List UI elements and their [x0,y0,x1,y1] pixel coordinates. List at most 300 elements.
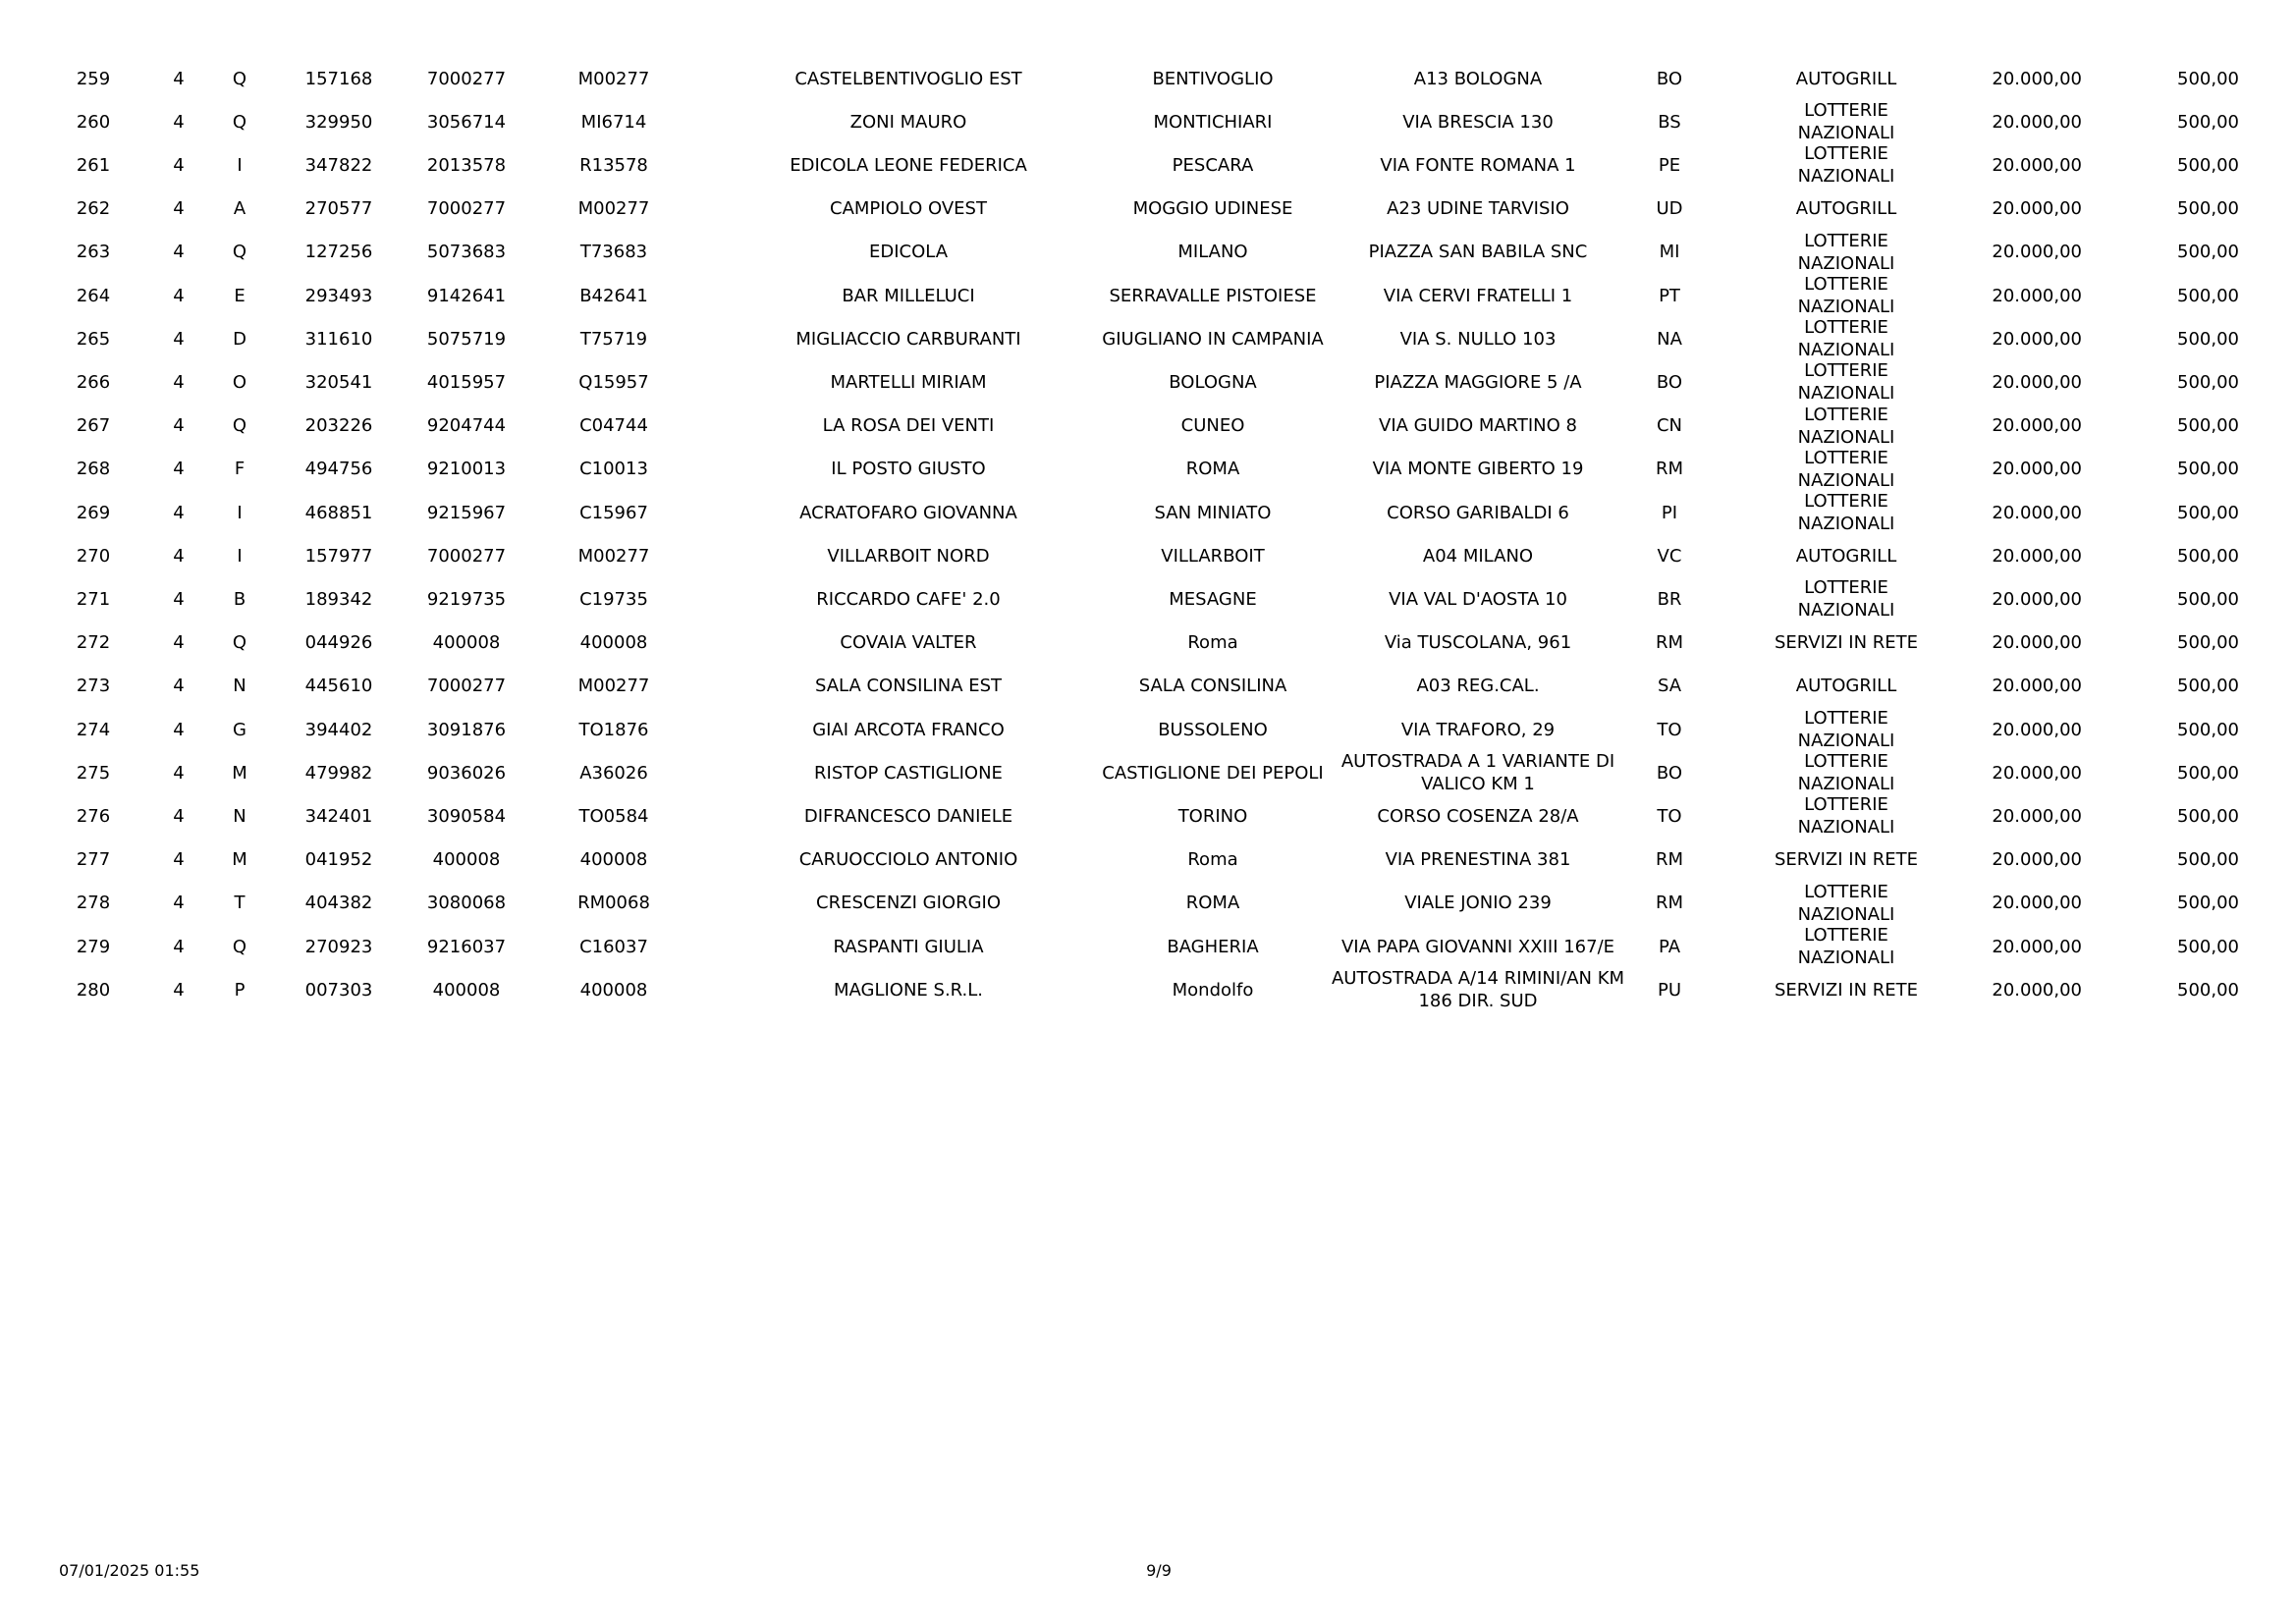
cell-code-3: MI6714 [580,111,647,133]
cell-group: 4 [173,936,185,957]
cell-address: AUTOSTRADA A 1 VARIANTE DI VALICO KM 1 [1340,751,1615,795]
cell-letter: O [232,371,247,393]
cell-code-1: 320541 [304,371,373,393]
cell-prize: 500,00 [2177,371,2239,393]
cell-amount: 20.000,00 [1992,198,2082,220]
cell-code-2: 9215967 [426,502,507,523]
cell-code-1: 293493 [304,285,373,306]
cell-province: PT [1659,285,1680,306]
cell-rank: 261 [76,154,111,176]
cell-group: 4 [173,328,185,350]
cell-province: NA [1657,328,1682,350]
table-row [59,839,2239,882]
cell-address: PIAZZA SAN BABILA SNC [1368,242,1588,263]
cell-prize: 500,00 [2177,111,2239,133]
table-row [59,188,2239,231]
cell-code-1: 007303 [304,979,373,1001]
cell-city: BENTIVOGLIO [1152,68,1274,89]
table-row [59,577,2239,622]
cell-code-3: M00277 [577,68,650,89]
cell-code-3: B42641 [579,285,648,306]
cell-amount: 20.000,00 [1992,242,2082,263]
cell-name: ZONI MAURO [849,111,967,133]
cell-letter: I [237,502,243,523]
cell-code-3: 400008 [579,632,648,654]
cell-amount: 20.000,00 [1992,154,2082,176]
cell-address: VIA TRAFORO, 29 [1400,719,1556,740]
cell-rank: 260 [76,111,111,133]
cell-channel: AUTOGRILL [1795,68,1897,89]
cell-address: VIA VAL D'AOSTA 10 [1389,588,1567,610]
cell-code-3: M00277 [577,545,650,567]
cell-channel: AUTOGRILL [1795,676,1897,697]
cell-prize: 500,00 [2177,502,2239,523]
cell-code-1: 342401 [304,805,373,827]
cell-code-2: 5075719 [426,328,507,350]
cell-prize: 500,00 [2177,328,2239,350]
footer-timestamp: 07/01/2025 01:55 [59,1561,200,1580]
cell-channel: AUTOGRILL [1795,545,1897,567]
cell-code-1: 479982 [304,762,373,784]
cell-city: CUNEO [1180,415,1245,437]
cell-province: PU [1657,979,1682,1001]
cell-channel: LOTTERIE NAZIONALI [1797,317,1895,361]
cell-name: COVAIA VALTER [840,632,977,654]
cell-city: MONTICHIARI [1153,111,1273,133]
cell-city: MILANO [1177,242,1248,263]
cell-amount: 20.000,00 [1992,285,2082,306]
cell-city: ROMA [1185,459,1240,480]
cell-city: GIUGLIANO IN CAMPANIA [1102,328,1324,350]
cell-prize: 500,00 [2177,285,2239,306]
cell-rank: 274 [76,719,111,740]
cell-rank: 259 [76,68,111,89]
cell-rank: 266 [76,371,111,393]
cell-amount: 20.000,00 [1992,719,2082,740]
cell-letter: D [233,328,246,350]
cell-city: BOLOGNA [1169,371,1257,393]
cell-province: MI [1659,242,1680,263]
cell-prize: 500,00 [2177,805,2239,827]
cell-province: BS [1658,111,1681,133]
cell-address: AUTOSTRADA A/14 RIMINI/AN KM 186 DIR. SUD [1331,968,1625,1012]
cell-amount: 20.000,00 [1992,632,2082,654]
cell-code-1: 157168 [304,68,373,89]
cell-address: VIA FONTE ROMANA 1 [1380,154,1576,176]
cell-amount: 20.000,00 [1992,459,2082,480]
cell-code-3: C15967 [579,502,648,523]
cell-letter: P [234,979,246,1001]
cell-name: GIAI ARCOTA FRANCO [812,719,1005,740]
cell-rank: 279 [76,936,111,957]
cell-name: SALA CONSILINA EST [814,676,1003,697]
cell-province: RM [1655,459,1684,480]
cell-name: IL POSTO GIUSTO [831,459,986,480]
cell-province: PE [1658,154,1681,176]
cell-code-3: M00277 [577,198,650,220]
cell-code-1: 157977 [304,545,373,567]
cell-code-2: 5073683 [426,242,507,263]
cell-channel: AUTOGRILL [1795,198,1897,220]
cell-code-2: 9210013 [426,459,507,480]
cell-city: PESCARA [1172,154,1254,176]
table-row [59,317,2239,361]
cell-letter: B [233,588,246,610]
cell-address: VIA BRESCIA 130 [1402,111,1554,133]
cell-code-3: 400008 [579,849,648,871]
cell-code-3: 400008 [579,979,648,1001]
cell-city: ROMA [1185,893,1240,914]
cell-rank: 269 [76,502,111,523]
cell-rank: 271 [76,588,111,610]
cell-prize: 500,00 [2177,719,2239,740]
table-row [59,968,2239,1012]
cell-address: VIA CERVI FRATELLI 1 [1383,285,1573,306]
cell-letter: Q [232,111,247,133]
cell-amount: 20.000,00 [1992,805,2082,827]
cell-province: TO [1657,805,1682,827]
cell-code-1: 041952 [304,849,373,871]
cell-address: PIAZZA MAGGIORE 5 /A [1374,371,1582,393]
cell-prize: 500,00 [2177,545,2239,567]
cell-name: EDICOLA LEONE FEDERICA [790,154,1027,176]
cell-city: VILLARBOIT [1161,545,1265,567]
cell-code-3: A36026 [579,762,648,784]
cell-rank: 276 [76,805,111,827]
cell-group: 4 [173,676,185,697]
cell-name: CRESCENZI GIORGIO [816,893,1001,914]
cell-code-2: 3090584 [426,805,507,827]
cell-code-2: 9142641 [426,285,507,306]
cell-channel: LOTTERIE NAZIONALI [1797,794,1895,839]
cell-city: CASTIGLIONE DEI PEPOLI [1102,762,1324,784]
cell-province: BR [1657,588,1682,610]
cell-letter: M [232,849,247,871]
cell-province: RM [1655,632,1684,654]
cell-code-1: 468851 [304,502,373,523]
table-row [59,230,2239,274]
cell-rank: 264 [76,285,111,306]
cell-code-3: TO0584 [578,805,649,827]
cell-group: 4 [173,805,185,827]
cell-address: VIA PAPA GIOVANNI XXIII 167/E [1340,936,1615,957]
cell-amount: 20.000,00 [1992,893,2082,914]
cell-code-2: 400008 [432,632,501,654]
cell-group: 4 [173,588,185,610]
cell-name: ACRATOFARO GIOVANNA [799,502,1017,523]
table-row [59,57,2239,100]
cell-code-1: 203226 [304,415,373,437]
cell-group: 4 [173,545,185,567]
cell-letter: I [237,545,243,567]
cell-code-3: TO1876 [578,719,649,740]
cell-address: CORSO GARIBALDI 6 [1387,502,1569,523]
cell-rank: 280 [76,979,111,1001]
cell-code-1: 445610 [304,676,373,697]
cell-channel: SERVIZI IN RETE [1774,979,1919,1001]
cell-code-1: 494756 [304,459,373,480]
cell-code-2: 2013578 [426,154,507,176]
cell-channel: LOTTERIE NAZIONALI [1797,274,1895,317]
cell-rank: 275 [76,762,111,784]
cell-amount: 20.000,00 [1992,936,2082,957]
cell-channel: LOTTERIE NAZIONALI [1797,708,1895,751]
cell-channel: LOTTERIE NAZIONALI [1797,230,1895,274]
table-row [59,794,2239,839]
cell-name: VILLARBOIT NORD [827,545,990,567]
table-row [59,881,2239,925]
cell-code-3: C16037 [579,936,648,957]
table-row [59,100,2239,144]
cell-name: BAR MILLELUCI [842,285,975,306]
cell-code-3: R13578 [579,154,648,176]
cell-province: VC [1657,545,1682,567]
cell-channel: LOTTERIE NAZIONALI [1797,404,1895,448]
cell-code-2: 3056714 [426,111,507,133]
cell-address: A13 BOLOGNA [1413,68,1543,89]
cell-prize: 500,00 [2177,588,2239,610]
cell-letter: Q [232,68,247,89]
cell-amount: 20.000,00 [1992,68,2082,89]
cell-letter: Q [232,632,247,654]
cell-rank: 267 [76,415,111,437]
cell-province: SA [1657,676,1682,697]
table-row [59,534,2239,577]
cell-channel: LOTTERIE NAZIONALI [1797,447,1895,491]
cell-code-2: 4015957 [426,371,507,393]
cell-code-2: 400008 [432,849,501,871]
cell-prize: 500,00 [2177,68,2239,89]
cell-letter: Q [232,415,247,437]
cell-prize: 500,00 [2177,459,2239,480]
cell-province: BO [1656,68,1683,89]
cell-address: VIALE JONIO 239 [1404,893,1552,914]
cell-prize: 500,00 [2177,242,2239,263]
cell-channel: SERVIZI IN RETE [1774,632,1919,654]
cell-name: RISTOP CASTIGLIONE [814,762,1003,784]
cell-name: RICCARDO CAFE' 2.0 [816,588,1001,610]
cell-group: 4 [173,632,185,654]
cell-code-3: T75719 [579,328,648,350]
cell-province: PI [1661,502,1678,523]
cell-rank: 263 [76,242,111,263]
table-row [59,491,2239,534]
cell-city: SALA CONSILINA [1138,676,1287,697]
cell-rank: 273 [76,676,111,697]
cell-city: SERRAVALLE PISTOIESE [1109,285,1317,306]
cell-letter: A [233,198,246,220]
cell-address: VIA GUIDO MARTINO 8 [1379,415,1577,437]
cell-group: 4 [173,371,185,393]
cell-group: 4 [173,979,185,1001]
cell-name: MAGLIONE S.R.L. [833,979,984,1001]
cell-code-2: 9204744 [426,415,507,437]
cell-channel: LOTTERIE NAZIONALI [1797,360,1895,405]
cell-rank: 278 [76,893,111,914]
cell-letter: F [234,459,246,480]
cell-prize: 500,00 [2177,762,2239,784]
cell-address: VIA S. NULLO 103 [1399,328,1557,350]
cell-province: CN [1656,415,1683,437]
cell-city: Mondolfo [1172,979,1254,1001]
cell-letter: M [232,762,247,784]
cell-name: EDICOLA [868,242,949,263]
cell-address: Via TUSCOLANA, 961 [1384,632,1572,654]
cell-channel: LOTTERIE NAZIONALI [1797,491,1895,534]
cell-prize: 500,00 [2177,849,2239,871]
cell-city: BUSSOLENO [1158,719,1268,740]
cell-code-1: 347822 [304,154,373,176]
cell-city: Roma [1187,632,1238,654]
cell-province: BO [1656,762,1683,784]
cell-province: TO [1657,719,1682,740]
table-row [59,143,2239,188]
cell-rank: 272 [76,632,111,654]
table-row [59,622,2239,665]
cell-code-2: 7000277 [426,198,507,220]
cell-prize: 500,00 [2177,936,2239,957]
cell-prize: 500,00 [2177,979,2239,1001]
cell-city: MOGGIO UDINESE [1132,198,1293,220]
cell-amount: 20.000,00 [1992,588,2082,610]
table-row [59,925,2239,968]
cell-code-3: T73683 [579,242,648,263]
cell-prize: 500,00 [2177,154,2239,176]
cell-group: 4 [173,68,185,89]
cell-group: 4 [173,893,185,914]
cell-letter: N [233,676,246,697]
cell-province: RM [1655,893,1684,914]
cell-name: DIFRANCESCO DANIELE [803,805,1013,827]
cell-channel: LOTTERIE NAZIONALI [1797,751,1895,795]
cell-amount: 20.000,00 [1992,979,2082,1001]
cell-amount: 20.000,00 [1992,111,2082,133]
cell-letter: I [237,154,243,176]
cell-code-3: C10013 [579,459,648,480]
cell-address: VIA MONTE GIBERTO 19 [1372,459,1584,480]
cell-channel: LOTTERIE NAZIONALI [1797,143,1895,188]
table-row [59,708,2239,751]
cell-group: 4 [173,285,185,306]
cell-city: TORINO [1177,805,1248,827]
cell-city: Roma [1187,849,1238,871]
cell-code-2: 3091876 [426,719,507,740]
cell-channel: SERVIZI IN RETE [1774,849,1919,871]
cell-province: RM [1655,849,1684,871]
cell-code-2: 7000277 [426,676,507,697]
cell-code-3: Q15957 [578,371,649,393]
cell-group: 4 [173,762,185,784]
cell-province: PA [1658,936,1681,957]
cell-code-2: 9216037 [426,936,507,957]
cell-letter: N [233,805,246,827]
cell-code-1: 270577 [304,198,373,220]
cell-address: A04 MILANO [1422,545,1534,567]
cell-amount: 20.000,00 [1992,415,2082,437]
table-row [59,751,2239,795]
cell-group: 4 [173,849,185,871]
cell-code-1: 404382 [304,893,373,914]
cell-name: RASPANTI GIULIA [833,936,984,957]
table-row [59,404,2239,448]
cell-rank: 277 [76,849,111,871]
cell-amount: 20.000,00 [1992,502,2082,523]
cell-rank: 265 [76,328,111,350]
cell-letter: Q [232,936,247,957]
cell-name: LA ROSA DEI VENTI [822,415,995,437]
cell-name: MIGLIACCIO CARBURANTI [795,328,1021,350]
cell-group: 4 [173,154,185,176]
cell-amount: 20.000,00 [1992,762,2082,784]
cell-amount: 20.000,00 [1992,371,2082,393]
cell-address: CORSO COSENZA 28/A [1377,805,1579,827]
cell-channel: LOTTERIE NAZIONALI [1797,925,1895,968]
cell-channel: LOTTERIE NAZIONALI [1797,577,1895,622]
cell-rank: 262 [76,198,111,220]
cell-letter: G [233,719,246,740]
cell-province: UD [1656,198,1683,220]
cell-code-2: 9219735 [426,588,507,610]
cell-group: 4 [173,459,185,480]
cell-channel: LOTTERIE NAZIONALI [1797,100,1895,144]
cell-prize: 500,00 [2177,198,2239,220]
cell-code-2: 9036026 [426,762,507,784]
cell-amount: 20.000,00 [1992,545,2082,567]
cell-group: 4 [173,502,185,523]
cell-code-3: M00277 [577,676,650,697]
cell-prize: 500,00 [2177,632,2239,654]
table-row [59,274,2239,317]
cell-amount: 20.000,00 [1992,849,2082,871]
cell-name: CASTELBENTIVOGLIO EST [794,68,1022,89]
cell-code-1: 127256 [304,242,373,263]
cell-group: 4 [173,415,185,437]
cell-name: CAMPIOLO OVEST [830,198,987,220]
cell-letter: E [234,285,246,306]
table-row [59,447,2239,491]
cell-prize: 500,00 [2177,415,2239,437]
cell-code-2: 400008 [432,979,501,1001]
cell-amount: 20.000,00 [1992,328,2082,350]
cell-code-1: 329950 [304,111,373,133]
cell-code-3: C04744 [579,415,648,437]
cell-code-3: C19735 [579,588,648,610]
cell-code-1: 270923 [304,936,373,957]
footer-page-number: 9/9 [1146,1561,1172,1580]
cell-province: BO [1656,371,1683,393]
cell-code-3: RM0068 [577,893,650,914]
cell-prize: 500,00 [2177,893,2239,914]
cell-amount: 20.000,00 [1992,676,2082,697]
cell-prize: 500,00 [2177,676,2239,697]
cell-group: 4 [173,242,185,263]
cell-code-1: 311610 [304,328,373,350]
cell-name: CARUOCCIOLO ANTONIO [798,849,1018,871]
cell-rank: 270 [76,545,111,567]
cell-rank: 268 [76,459,111,480]
cell-code-1: 044926 [304,632,373,654]
cell-code-1: 189342 [304,588,373,610]
cell-code-2: 7000277 [426,545,507,567]
cell-code-1: 394402 [304,719,373,740]
cell-city: MESAGNE [1169,588,1257,610]
cell-group: 4 [173,111,185,133]
table-row [59,360,2239,405]
table-row [59,665,2239,708]
cell-group: 4 [173,719,185,740]
cell-letter: Q [232,242,247,263]
cell-address: A23 UDINE TARVISIO [1387,198,1569,220]
